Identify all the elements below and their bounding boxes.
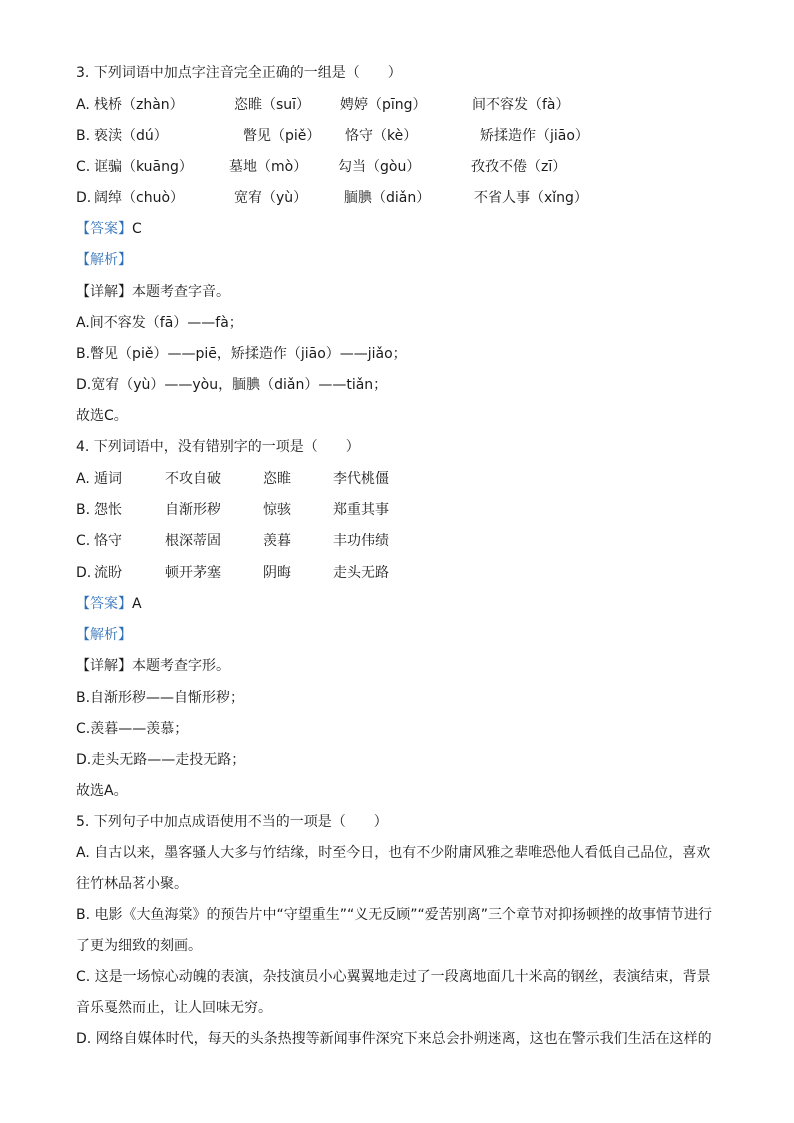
option-label: D. [76, 1031, 92, 1047]
option-text: 电影《大鱼海棠》的预告片中“守望重生”“义无反顾”“爱苦别离”三个章节对抑扬顿挫的故事情节进行了更为细致的刻画。 [76, 907, 713, 954]
option-label: B. [76, 907, 91, 923]
option-item: 惊骇 [263, 502, 291, 518]
q4-stem: 4. 下列词语中，没有错别字的一项是（ ） [76, 439, 360, 455]
option-item: 顿开茅塞 [165, 565, 221, 581]
option-item: 不省人事（xǐng） [474, 190, 588, 206]
option-label: B. [76, 502, 91, 518]
q4-note: 故选A。 [76, 783, 128, 799]
option-item: 遁词 [94, 471, 122, 487]
option-item: 阔绰（chuò） [94, 190, 185, 206]
q5-stem: 5. 下列句子中加点成语使用不当的一项是（ ） [76, 814, 388, 830]
option-label: C. [76, 159, 91, 175]
option-item: 丰功伟绩 [333, 533, 389, 549]
option-label: A. [76, 471, 90, 487]
q4-analysis-tag: 【解析】 [76, 627, 132, 643]
option-label: B. [76, 128, 91, 144]
answer-tag: 【答案】 [76, 221, 132, 237]
q5-option-d [76, 1024, 716, 1055]
option-label: A. [76, 97, 90, 113]
answer-value: C [132, 221, 142, 237]
option-label: A. [76, 845, 90, 861]
option-item: 恣睢（suī） [234, 97, 311, 113]
option-text: 自古以来，墨客骚人大多与竹结缘，时至今日，也有不少附庸风雅之辈唯恐他人看低自己品位，喜欢往竹林品茗小聚。 [76, 845, 711, 892]
option-item: 羡暮 [263, 533, 291, 549]
q5-option-c [76, 962, 716, 1024]
q4-answer-line [76, 594, 142, 614]
option-item: 栈桥（zhàn） [94, 97, 184, 113]
option-item: 勾当（gòu） [338, 159, 421, 175]
option-item: 根深蒂固 [165, 533, 221, 549]
option-text: 网络自媒体时代，每天的头条热搜等新闻事件深究下来总会扑朔迷离，这也在警示我们生活在这样的 [95, 1031, 712, 1047]
option-item: 墓地（mò） [229, 159, 308, 175]
detail-text: 本题考查字形。 [132, 658, 230, 674]
option-item: 娉婷（pīng） [340, 97, 427, 113]
detail-text: 本题考查字音。 [132, 284, 230, 300]
q4-note: B.自渐形秽——自惭形秽； [76, 690, 245, 706]
option-item: 恪守 [94, 533, 122, 549]
option-item: 恣睢 [263, 471, 291, 487]
q3-note: A.间不容发（fā）——fà； [76, 315, 243, 331]
option-item: 恪守（kè） [345, 128, 418, 144]
option-item: 矫揉造作（jiāo） [480, 128, 589, 144]
q3-note: 故选C。 [76, 408, 128, 424]
option-item: 亵渎（dú） [94, 128, 168, 144]
option-item: 流盼 [94, 565, 122, 581]
option-item: 瞥见（piě） [243, 128, 321, 144]
q4-note: C.羡暮——羡慕； [76, 721, 189, 737]
q5-option-a [76, 838, 716, 900]
detail-tag: 【详解】 [76, 284, 132, 300]
q3-note: B.瞥见（piě）——piē，矫揉造作（jiāo）——jiǎo； [76, 346, 407, 362]
option-item: 走头无路 [333, 565, 389, 581]
option-item: 腼腆（diǎn） [344, 190, 431, 206]
option-label: C. [76, 969, 91, 985]
q4-note: D.走头无路——走投无路； [76, 752, 246, 768]
option-label: D. [76, 190, 92, 206]
answer-tag: 【答案】 [76, 596, 132, 612]
option-item: 宽宥（yù） [234, 190, 308, 206]
option-item: 李代桃僵 [333, 471, 389, 487]
option-item: 不攻自破 [165, 471, 221, 487]
answer-value: A [132, 596, 142, 612]
option-item: 孜孜不倦（zī） [471, 159, 567, 175]
q3-stem: 3. 下列词语中加点字注音完全正确的一组是（ ） [76, 65, 402, 81]
q3-detail-line [76, 282, 230, 302]
q3-analysis-tag: 【解析】 [76, 252, 132, 268]
q3-answer-line [76, 219, 142, 239]
q4-detail-line [76, 656, 230, 676]
option-text: 这是一场惊心动魄的表演，杂技演员小心翼翼地走过了一段离地面几十米高的钢丝，表演结束，背景音乐戛然而止，让人回味无穷。 [76, 969, 711, 1016]
option-item: 阴晦 [263, 565, 291, 581]
option-item: 自渐形秽 [165, 502, 221, 518]
option-item: 间不容发（fà） [472, 97, 570, 113]
option-label: D. [76, 565, 92, 581]
detail-tag: 【详解】 [76, 658, 132, 674]
q3-note: D.宽宥（yù）——yòu，腼腆（diǎn）——tiǎn； [76, 377, 388, 393]
option-item: 郑重其事 [333, 502, 389, 518]
q5-option-b [76, 900, 716, 962]
option-item: 诓骗（kuāng） [94, 159, 193, 175]
option-label: C. [76, 533, 91, 549]
option-item: 怨怅 [94, 502, 122, 518]
